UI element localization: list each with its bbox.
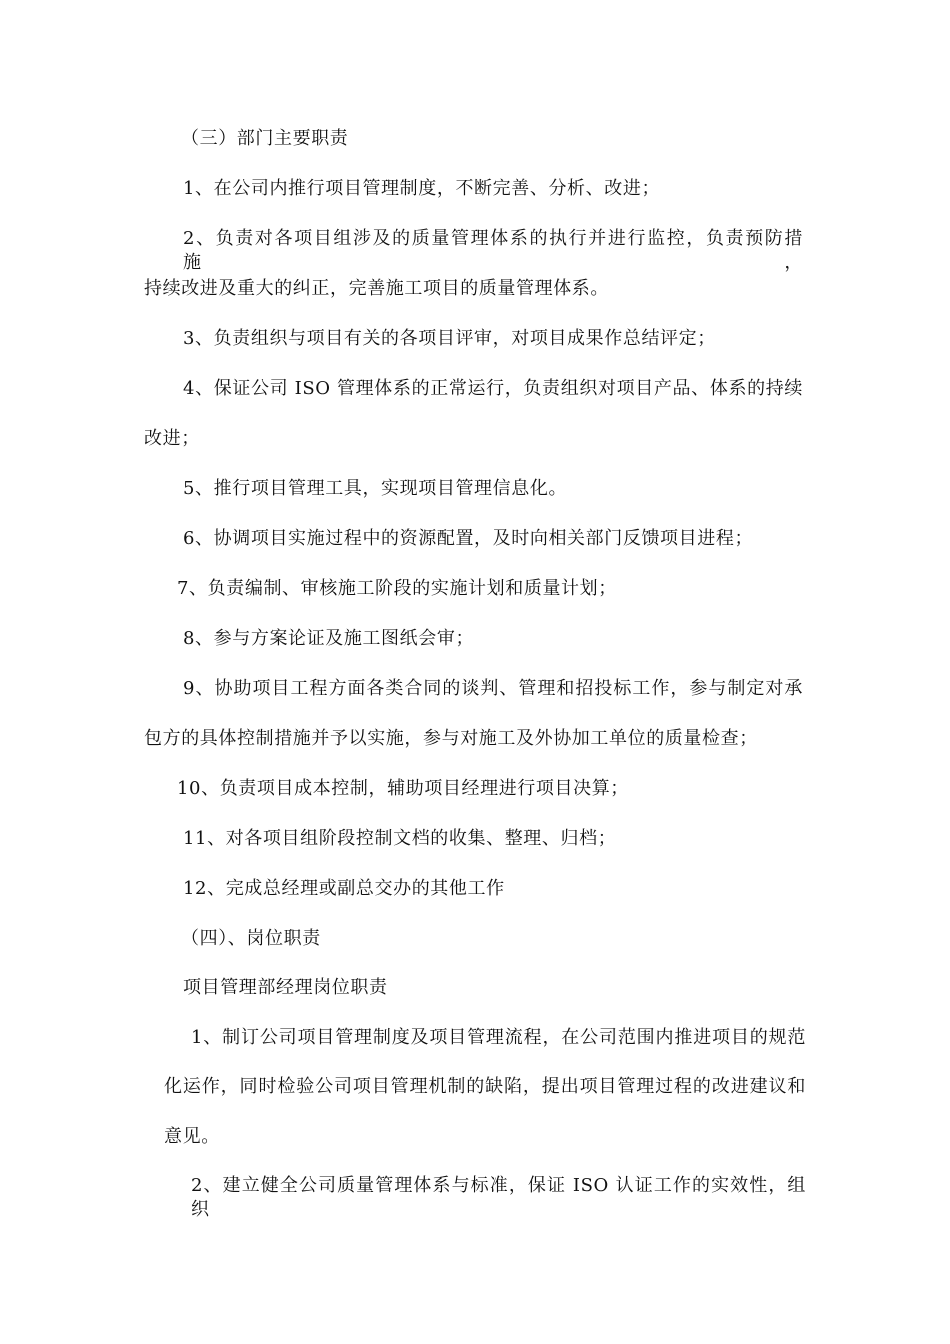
list-item: 4、保证公司 ISO 管理体系的正常运行，负责组织对项目产品、体系的持续: [183, 378, 803, 399]
list-item: 6、协调项目实施过程中的资源配置，及时向相关部门反馈项目进程；: [183, 528, 754, 549]
list-item: 8、参与方案论证及施工图纸会审；: [183, 628, 475, 649]
list-item-continuation: 持续改进及重大的纠正，完善施工项目的质量管理体系。: [144, 278, 609, 299]
list-item: 12、完成总经理或副总交办的其他工作: [183, 878, 505, 899]
section-heading: （四）、岗位职责: [181, 928, 321, 949]
list-item: 10、负责项目成本控制，辅助项目经理进行项目决算；: [177, 778, 629, 799]
list-item: 1、在公司内推行项目管理制度，不断完善、分析、改进；: [183, 178, 661, 199]
list-item: 2、建立健全公司质量管理体系与标准，保证 ISO 认证工作的实效性，组织: [191, 1175, 806, 1220]
list-item: 9、协助项目工程方面各类合同的谈判、管理和招投标工作，参与制定对承: [183, 678, 803, 699]
list-item: 1、制订公司项目管理制度及项目管理流程，在公司范围内推进项目的规范: [191, 1027, 806, 1048]
subsection-heading: 项目管理部经理岗位职责: [183, 977, 388, 998]
list-item: 5、推行项目管理工具，实现项目管理信息化。: [183, 478, 568, 499]
list-item-continuation: 改进；: [144, 428, 200, 449]
section-heading: （三）部门主要职责: [181, 128, 349, 149]
list-item: 3、负责组织与项目有关的各项目评审，对项目成果作总结评定；: [183, 328, 716, 349]
list-item: 2、负责对各项目组涉及的质量管理体系的执行并进行监控，负责预防措施，: [183, 228, 803, 273]
list-item: 7、负责编制、审核施工阶段的实施计划和质量计划；: [177, 578, 617, 599]
list-item: 11、对各项目组阶段控制文档的收集、整理、归档；: [183, 828, 617, 849]
list-item-continuation: 包方的具体控制措施并予以实施，参与对施工及外协加工单位的质量检查；: [144, 728, 758, 749]
list-item-continuation: 意见。: [164, 1126, 220, 1147]
list-item-continuation: 化运作，同时检验公司项目管理机制的缺陷，提出项目管理过程的改进建议和: [164, 1076, 806, 1097]
